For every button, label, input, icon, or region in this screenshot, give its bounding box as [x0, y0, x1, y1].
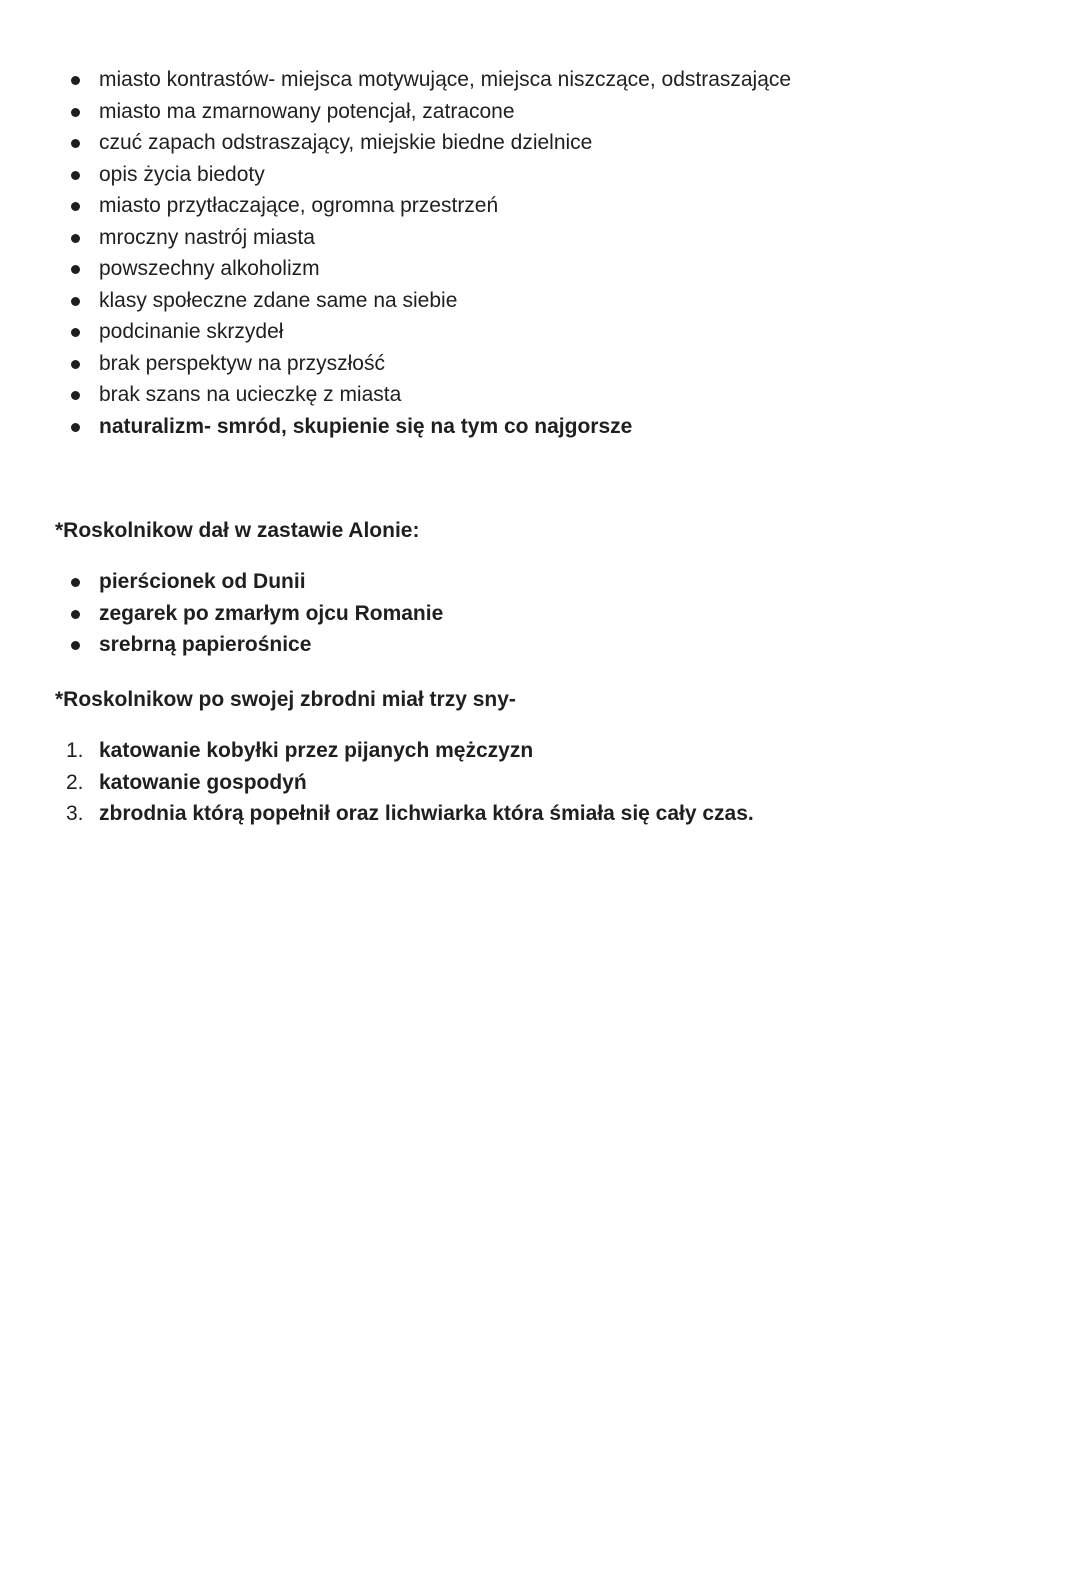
- bullet-icon: [71, 108, 80, 117]
- city-features-list: [0, 64, 791, 442]
- bullet-icon: [71, 391, 80, 400]
- list-item-text: zbrodnia którą popełnił oraz lichwiarka która śmiała się cały czas.: [99, 802, 754, 825]
- bullet-icon: [71, 76, 80, 85]
- list-item: [0, 96, 791, 128]
- list-item-text: mroczny nastrój miasta: [99, 225, 315, 249]
- list-item-text: powszechny alkoholizm: [99, 257, 320, 280]
- bullet-icon: [71, 234, 80, 243]
- bullet-icon: [71, 328, 80, 337]
- list-item-text: katowanie kobyłki przez pijanych mężczyzn: [99, 739, 534, 762]
- list-item-text: opis życia biedoty: [99, 162, 265, 186]
- list-item: [0, 598, 443, 630]
- list-item-text: pierścionek od Dunii: [99, 570, 306, 593]
- list-item-text: naturalizm- smród, skupienie się na tym co najgorsze: [99, 414, 633, 438]
- bullet-icon: [71, 578, 80, 587]
- list-item: [0, 64, 791, 96]
- list-item-text: miasto przytłaczające, ogromna przestrzeń: [99, 194, 499, 217]
- list-item: [0, 127, 791, 159]
- list-item: [0, 348, 791, 380]
- list-item: [0, 285, 791, 317]
- list-item: [0, 379, 791, 411]
- list-item-text: czuć zapach odstraszający, miejskie biedne dzielnice: [99, 131, 593, 154]
- bullet-icon: [71, 265, 80, 274]
- dreams-list: [0, 735, 754, 830]
- bullet-icon: [71, 610, 80, 619]
- list-item: [0, 629, 443, 661]
- list-number: 2.: [66, 770, 84, 794]
- list-item: [0, 253, 791, 285]
- bullet-icon: [71, 360, 80, 369]
- list-number: 1.: [66, 739, 84, 762]
- list-item: [0, 411, 791, 443]
- list-item-text: zegarek po zmarłym ojcu Romanie: [99, 601, 444, 625]
- bullet-icon: [71, 641, 80, 650]
- list-item-text: podcinanie skrzydeł: [99, 320, 284, 343]
- bullet-icon: [71, 423, 80, 432]
- dreams-heading: *Roskolnikow po swojej zbrodni miał trzy sny-: [55, 688, 516, 711]
- list-item-text: katowanie gospodyń: [99, 770, 307, 794]
- bullet-icon: [71, 202, 80, 211]
- list-number: 3.: [66, 802, 84, 825]
- list-item: [0, 735, 754, 767]
- list-item: [0, 159, 791, 191]
- list-item-text: klasy społeczne zdane same na siebie: [99, 288, 458, 312]
- list-item: [0, 767, 754, 799]
- list-item-text: miasto ma zmarnowany potencjał, zatracone: [99, 99, 515, 123]
- list-item: [0, 566, 443, 598]
- bullet-icon: [71, 139, 80, 148]
- bullet-icon: [71, 297, 80, 306]
- list-item: [0, 190, 791, 222]
- pawn-heading: *Roskolnikow dał w zastawie Alonie:: [55, 519, 420, 542]
- list-item: [0, 316, 791, 348]
- list-item-text: miasto kontrastów- miejsca motywujące, miejsca niszczące, odstraszające: [99, 68, 792, 91]
- list-item-text: brak szans na ucieczkę z miasta: [99, 383, 402, 406]
- list-item: [0, 222, 791, 254]
- bullet-icon: [71, 171, 80, 180]
- list-item-text: srebrną papierośnice: [99, 633, 312, 656]
- list-item-text: brak perspektyw na przyszłość: [99, 351, 385, 375]
- list-item: [0, 798, 754, 830]
- pawn-items-list: [0, 566, 443, 661]
